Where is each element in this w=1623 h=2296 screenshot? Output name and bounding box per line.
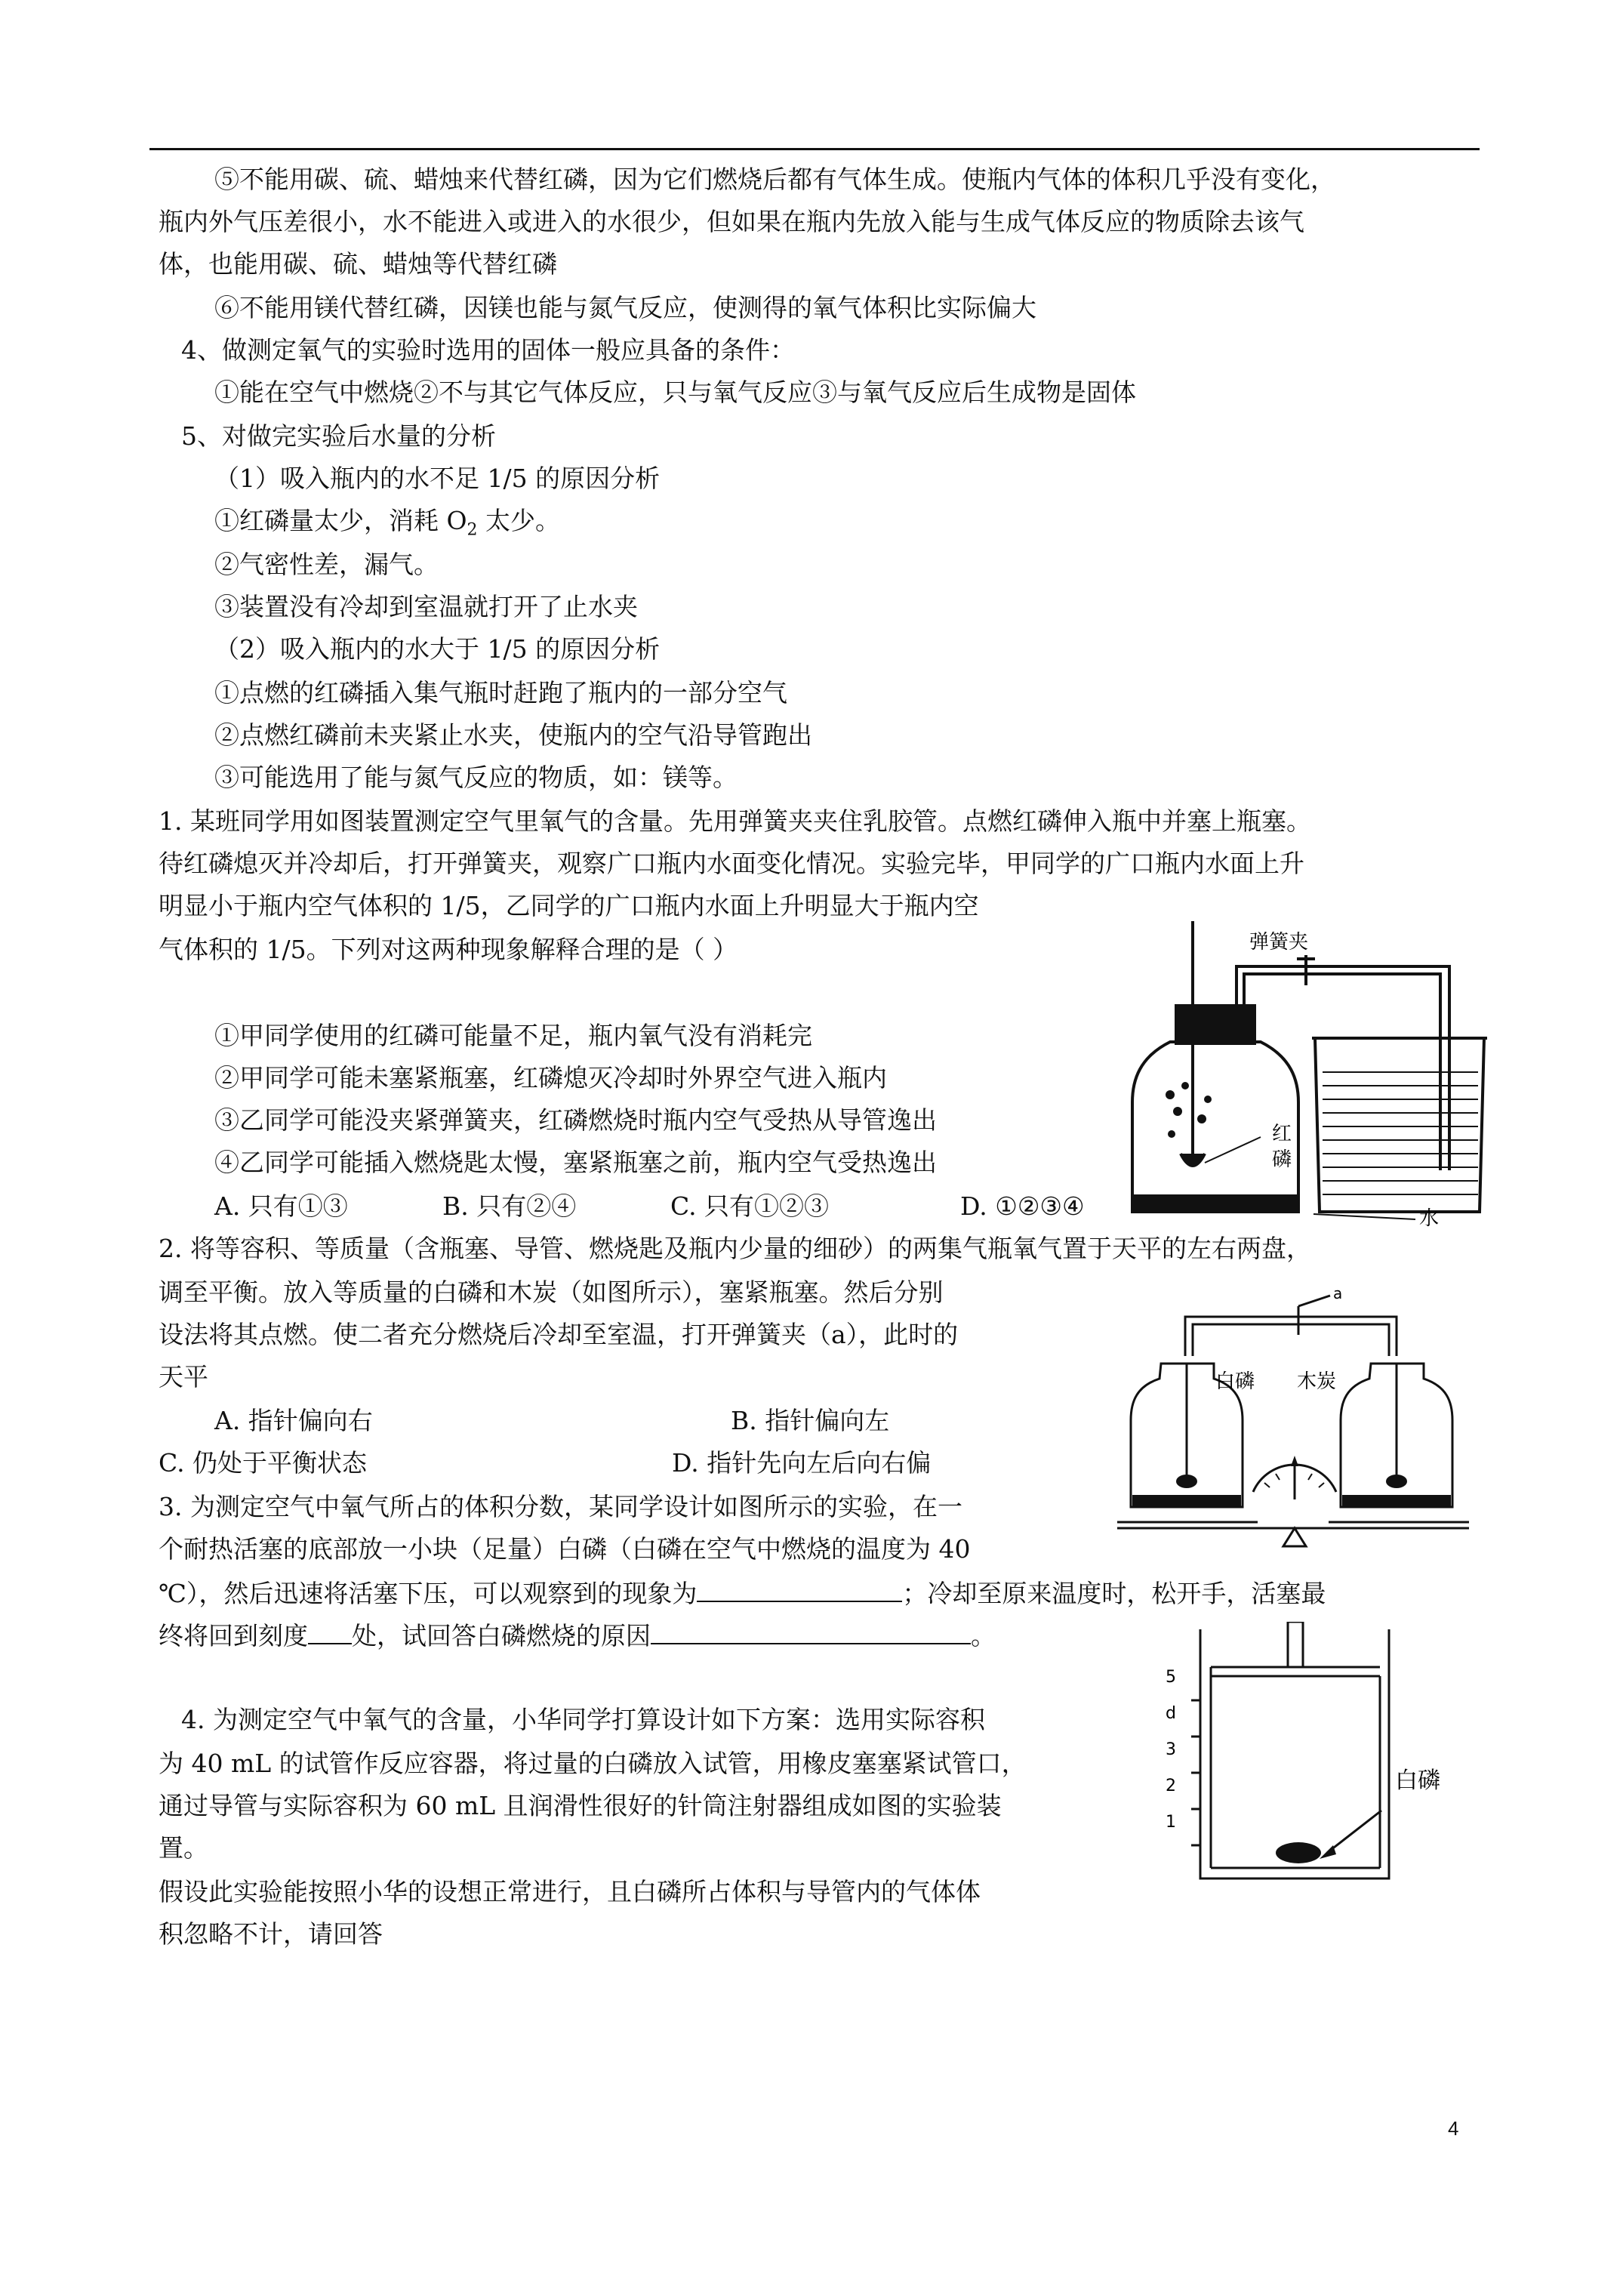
q1-option-b: B. 只有②④	[442, 1191, 577, 1221]
note-6: ⑥不能用镁代替红磷，因镁也能与氮气反应，使测得的氧气体积比实际偏大	[214, 293, 1036, 322]
q4-line-3: 通过导管与实际容积为 60 mL 且润滑性很好的针筒注射器组成如图的实验装	[159, 1791, 1002, 1820]
q1-option-d: D. ①②③④	[960, 1191, 1085, 1221]
q1-figure-clamp-label: 弹簧夹	[1249, 931, 1309, 954]
q2-line-1: 2. 将等容积、等质量（含瓶塞、导管、燃烧匙及瓶内少量的细砂）的两集气瓶氧气置于天平的左右两盘，	[159, 1234, 1311, 1263]
q1-statement-1: ①甲同学使用的红磷可能量不足，瓶内氧气没有消耗完	[214, 1021, 812, 1050]
q4-line-6: 积忽略不计，请回答	[159, 1919, 383, 1949]
section-5-part-2-item-3: ③可能选用了能与氮气反应的物质，如：镁等。	[214, 763, 738, 792]
q2-balance-figure	[1110, 1288, 1487, 1560]
q1-line-1: 1. 某班同学用如图装置测定空气里氧气的含量。先用弹簧夹夹住乳胶管。点燃红磷伸入瓶中并塞上瓶塞。	[159, 806, 1311, 836]
q1-option-a: A. 只有①③	[214, 1191, 348, 1221]
q3-figure-white-phosphorus-label: 白磷	[1395, 1767, 1440, 1794]
section-5-title: 5、对做完实验后水量的分析	[181, 421, 496, 451]
q3-blank-scale[interactable]	[308, 1617, 352, 1644]
q1-figure-red-label: 红	[1272, 1123, 1292, 1145]
q4-line-4: 置。	[159, 1833, 208, 1863]
q2-figure-charcoal-label: 木炭	[1297, 1370, 1337, 1393]
q1-line-4: 气体积的 1/5。下列对这两种现象解释合理的是（ ）	[159, 935, 738, 964]
q1-figure-water-label: 水	[1419, 1207, 1440, 1230]
section-5-part-2-title: （2）吸入瓶内的水大于 1/5 的原因分析	[214, 634, 661, 664]
q3-piston-figure	[1155, 1622, 1472, 1886]
q3-blank-phenomenon[interactable]	[697, 1575, 902, 1602]
q2-figure-clamp-a-label: a	[1333, 1288, 1343, 1302]
section-5-part-1-title: （1）吸入瓶内的水不足 1/5 的原因分析	[214, 464, 661, 493]
section-5-part-2-item-1: ①点燃的红磷插入集气瓶时赶跑了瓶内的一部分空气	[214, 678, 787, 707]
q2-option-a: A. 指针偏向右	[214, 1406, 373, 1435]
q1-figure-phosphorus-label: 磷	[1272, 1148, 1292, 1171]
q3-line-3: ℃），然后迅速将活塞下压，可以观察到的现象为 ；冷却至原来温度时，松开手，活塞最	[159, 1575, 1326, 1610]
q3-figure-tick-2: 2	[1166, 1777, 1176, 1795]
section-4-body: ①能在空气中燃烧②不与其它气体反应，只与氧气反应③与氧气反应后生成物是固体	[214, 378, 1136, 407]
q4-line-1: 4. 为测定空气中氧气的含量，小华同学打算设计如下方案：选用实际容积	[181, 1705, 985, 1734]
section-4-title: 4、做测定氧气的实验时选用的固体一般应具备的条件：	[181, 335, 795, 365]
q2-option-c: C. 仍处于平衡状态	[159, 1448, 368, 1478]
q1-apparatus-figure	[1117, 914, 1495, 1231]
q1-line-2: 待红磷熄灭并冷却后，打开弹簧夹，观察广口瓶内水面变化情况。实验完毕，甲同学的广口瓶内水面上升	[159, 849, 1304, 878]
q1-statement-4: ④乙同学可能插入燃烧匙太慢，塞紧瓶塞之前，瓶内空气受热逸出	[214, 1148, 937, 1177]
section-5-part-2-item-2: ②点燃红磷前未夹紧止水夹，使瓶内的空气沿导管跑出	[214, 720, 812, 750]
section-5-part-1-item-3: ③装置没有冷却到室温就打开了止水夹	[214, 592, 638, 621]
q2-figure-white-phosphorus-label: 白磷	[1215, 1370, 1255, 1393]
q2-option-d: D. 指针先向左后向右偏	[672, 1448, 932, 1478]
page-number: 4	[1448, 2117, 1459, 2140]
q4-line-2: 为 40 mL 的试管作反应容器，将过量的白磷放入试管，用橡皮塞塞紧试管口，	[159, 1749, 1027, 1778]
section-5-part-1-item-2: ②气密性差，漏气。	[214, 550, 439, 579]
q3-blank-reason[interactable]	[651, 1617, 971, 1644]
q2-line-2: 调至平衡。放入等质量的白磷和木炭（如图所示），塞紧瓶塞。然后分别	[159, 1277, 944, 1307]
q4-line-5: 假设此实验能按照小华的设想正常进行，且白磷所占体积与导管内的气体体	[159, 1877, 981, 1906]
header-rule	[149, 148, 1480, 150]
note-5-line-3: 体，也能用碳、硫、蜡烛等代替红磷	[159, 249, 557, 279]
q3-line-2: 个耐热活塞的底部放一小块（足量）白磷（白磷在空气中燃烧的温度为 40	[159, 1534, 971, 1564]
q1-statement-2: ②甲同学可能未塞紧瓶塞，红磷熄灭冷却时外界空气进入瓶内	[214, 1063, 887, 1093]
q1-statement-3: ③乙同学可能没夹紧弹簧夹，红磷燃烧时瓶内空气受热从导管逸出	[214, 1105, 937, 1135]
q2-line-3: 设法将其点燃。使二者充分燃烧后冷却至室温，打开弹簧夹（a），此时的	[159, 1320, 959, 1349]
q3-figure-tick-3: 3	[1166, 1740, 1176, 1759]
q3-figure-tick-5: 5	[1166, 1668, 1176, 1687]
q3-figure-tick-4: d	[1166, 1704, 1176, 1723]
q1-line-3: 明显小于瓶内空气体积的 1/5，乙同学的广口瓶内水面上升明显大于瓶内空	[159, 891, 979, 920]
q2-line-4: 天平	[159, 1362, 208, 1391]
q1-option-c: C. 只有①②③	[670, 1191, 830, 1221]
q3-line-4: 终将回到刻度 处，试回答白磷燃烧的原因 。	[159, 1617, 996, 1653]
note-5-line-2: 瓶内外气压差很小，水不能进入或进入的水很少，但如果在瓶内先放入能与生成气体反应的物质除去该气	[159, 207, 1304, 236]
q3-line-1: 3. 为测定空气中氧气所占的体积分数，某同学设计如图所示的实验，在一	[159, 1492, 962, 1521]
q2-option-b: B. 指针偏向左	[731, 1406, 890, 1435]
section-5-part-1-item-1: ①红磷量太少，消耗 $O_2$ 太少。	[214, 506, 561, 540]
note-5-line-1: ⑤不能用碳、硫、蜡烛来代替红磷，因为它们燃烧后都有气体生成。使瓶内气体的体积几乎没有变化，	[214, 165, 1335, 194]
q3-figure-tick-1: 1	[1166, 1813, 1176, 1832]
